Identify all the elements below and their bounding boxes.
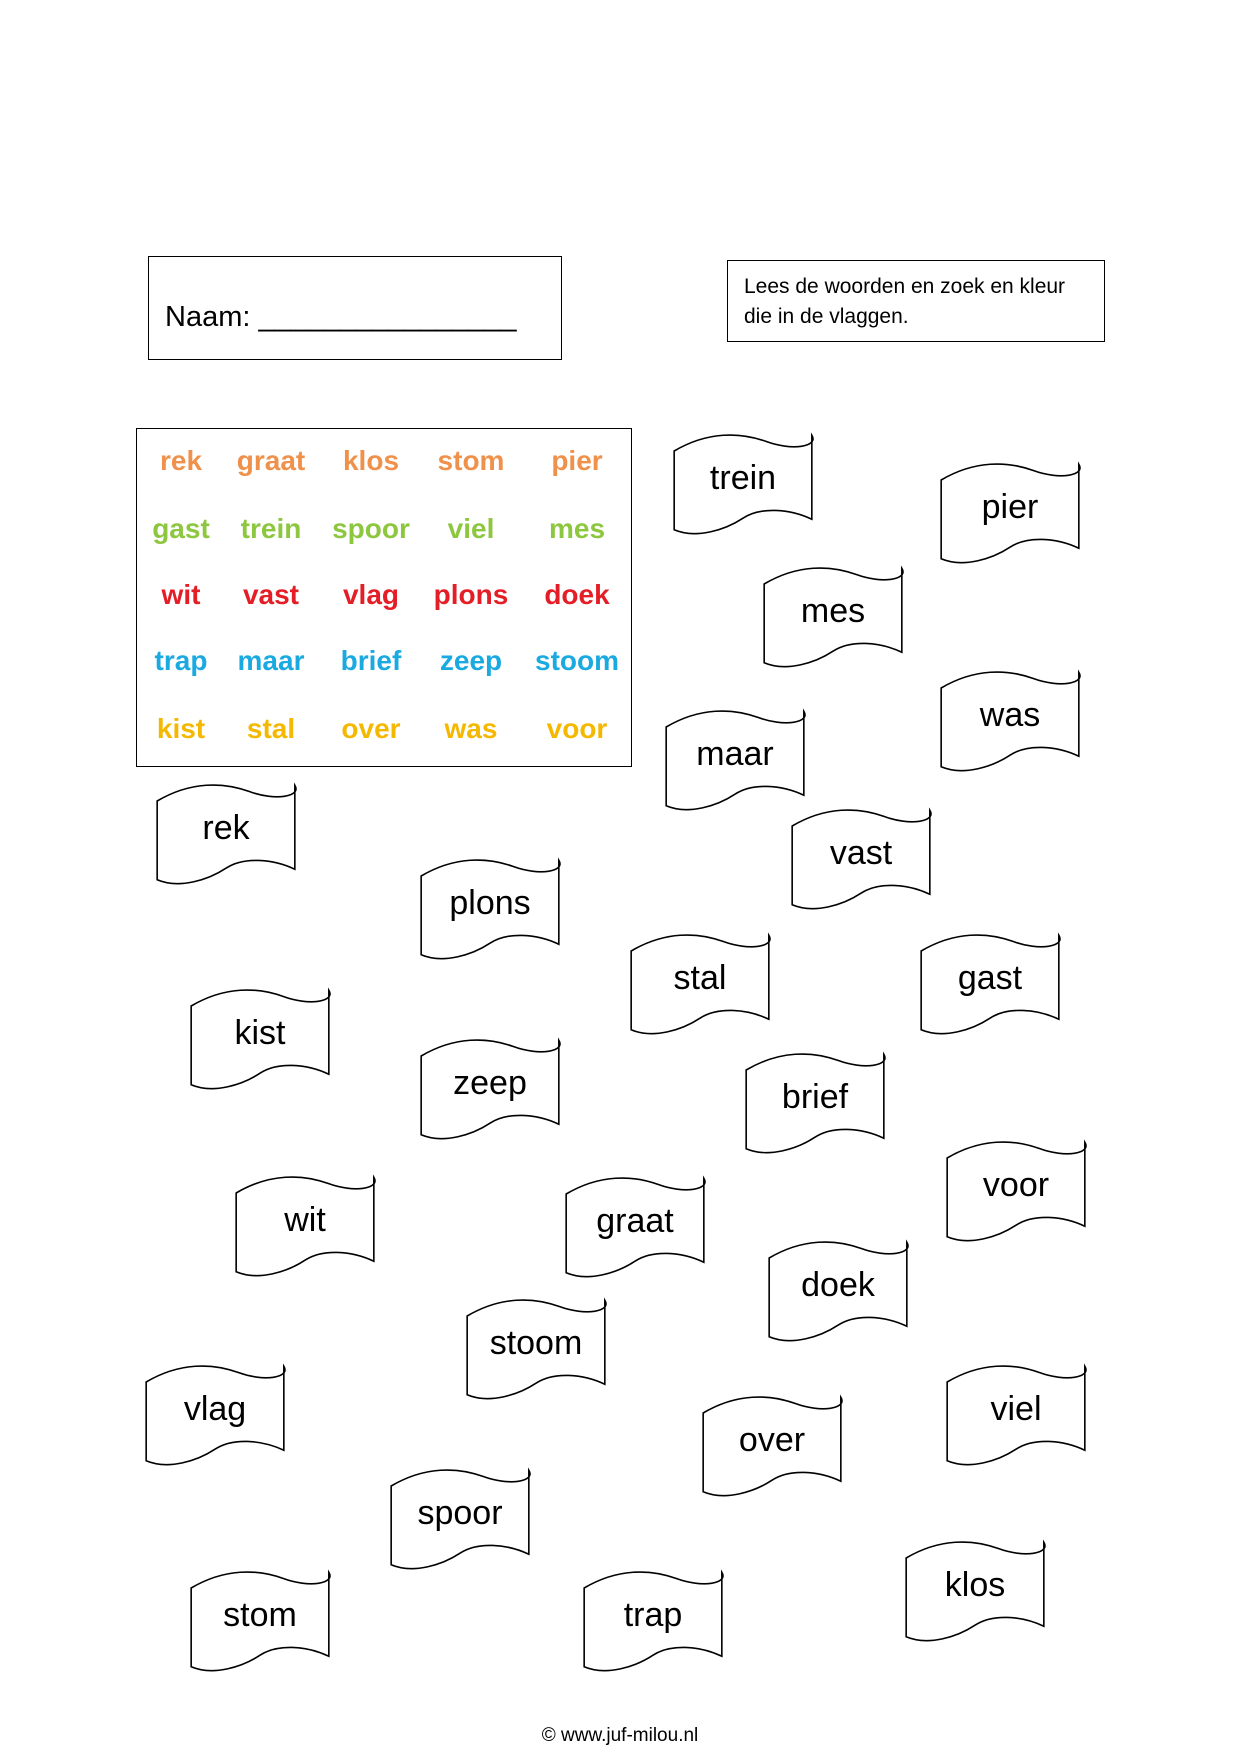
flag[interactable] xyxy=(420,855,560,960)
flag[interactable] xyxy=(235,1172,375,1277)
word-cell: brief xyxy=(340,645,402,676)
word-cell: mes xyxy=(548,513,606,544)
word-row xyxy=(137,645,631,685)
flag[interactable] xyxy=(190,985,330,1090)
word-cell: pier xyxy=(551,445,603,476)
word-row xyxy=(137,445,631,485)
flag-word: maar xyxy=(696,735,774,773)
flag[interactable] xyxy=(156,780,296,885)
word-color-table xyxy=(136,428,632,767)
flag[interactable] xyxy=(145,1361,285,1466)
flag[interactable] xyxy=(673,430,813,535)
word-cell: klos xyxy=(342,445,400,476)
name-box xyxy=(148,256,562,360)
word-cell: plons xyxy=(433,579,509,610)
word-cell: doek xyxy=(544,579,610,610)
flag-word: plons xyxy=(449,884,531,922)
flag-word: pier xyxy=(981,488,1039,526)
flag-word: stoom xyxy=(489,1324,583,1362)
word-cell: stom xyxy=(437,445,505,476)
word-cell: stal xyxy=(246,713,296,744)
name-field-label: Naam: ________________ xyxy=(165,301,517,333)
copyright-footer: © www.juf-milou.nl xyxy=(541,1725,699,1746)
flag[interactable] xyxy=(763,563,903,668)
word-cell: vlag xyxy=(342,579,400,610)
word-cell: viel xyxy=(447,513,495,544)
flag-word: viel xyxy=(990,1390,1042,1428)
flag[interactable] xyxy=(565,1173,705,1278)
word-row xyxy=(137,513,631,553)
flag-word: over xyxy=(738,1421,806,1459)
flag-word: doek xyxy=(801,1266,875,1304)
word-cell: trap xyxy=(154,645,208,676)
flag-word: wit xyxy=(284,1201,326,1239)
flag-word: vlag xyxy=(183,1390,247,1428)
flag[interactable] xyxy=(745,1049,885,1154)
word-cell: gast xyxy=(152,513,210,544)
word-row xyxy=(137,579,631,619)
flag-word: kist xyxy=(234,1014,286,1052)
flag-word: zeep xyxy=(453,1064,527,1102)
flag-word: brief xyxy=(781,1078,849,1116)
flag[interactable] xyxy=(946,1361,1086,1466)
word-cell: wit xyxy=(161,579,201,610)
flag-word: was xyxy=(979,696,1041,734)
instruction-box xyxy=(727,260,1105,342)
flag[interactable] xyxy=(390,1465,530,1570)
flag[interactable] xyxy=(190,1567,330,1672)
flag-word: vast xyxy=(829,834,893,872)
flag[interactable] xyxy=(665,706,805,811)
flag[interactable] xyxy=(791,805,931,910)
flag-word: spoor xyxy=(417,1494,503,1532)
flag[interactable] xyxy=(702,1392,842,1497)
flag[interactable] xyxy=(583,1567,723,1672)
flag[interactable] xyxy=(420,1035,560,1140)
flag-word: stom xyxy=(223,1596,297,1634)
flag-word: mes xyxy=(800,592,866,630)
word-cell: was xyxy=(444,713,498,744)
flag[interactable] xyxy=(630,930,770,1035)
flag[interactable] xyxy=(768,1237,908,1342)
flag-word: gast xyxy=(957,959,1023,997)
word-cell: kist xyxy=(156,713,206,744)
flag[interactable] xyxy=(920,930,1060,1035)
flag[interactable] xyxy=(940,667,1080,772)
flag-word: rek xyxy=(202,809,250,847)
word-cell: spoor xyxy=(332,513,410,544)
flag-word: trap xyxy=(623,1596,683,1634)
word-cell: zeep xyxy=(439,645,503,676)
flag[interactable] xyxy=(905,1537,1045,1642)
word-cell: voor xyxy=(546,713,608,744)
word-row xyxy=(137,713,631,753)
word-cell: rek xyxy=(159,445,203,476)
word-cell: graat xyxy=(236,445,306,476)
flag[interactable] xyxy=(946,1137,1086,1242)
flag-word: klos xyxy=(944,1566,1006,1604)
word-cell: maar xyxy=(237,645,305,676)
word-cell: stoom xyxy=(535,645,619,676)
flag-word: stal xyxy=(673,959,727,997)
instruction-text: Lees de woorden en zoek en kleur die in de vlaggen. xyxy=(744,275,1066,328)
flag-word: graat xyxy=(596,1202,674,1240)
flag-word: trein xyxy=(709,459,777,497)
flag-word: voor xyxy=(982,1166,1050,1204)
word-cell: trein xyxy=(240,513,302,544)
flag[interactable] xyxy=(940,459,1080,564)
word-cell: vast xyxy=(242,579,300,610)
flag[interactable] xyxy=(466,1295,606,1400)
word-cell: over xyxy=(341,713,401,744)
